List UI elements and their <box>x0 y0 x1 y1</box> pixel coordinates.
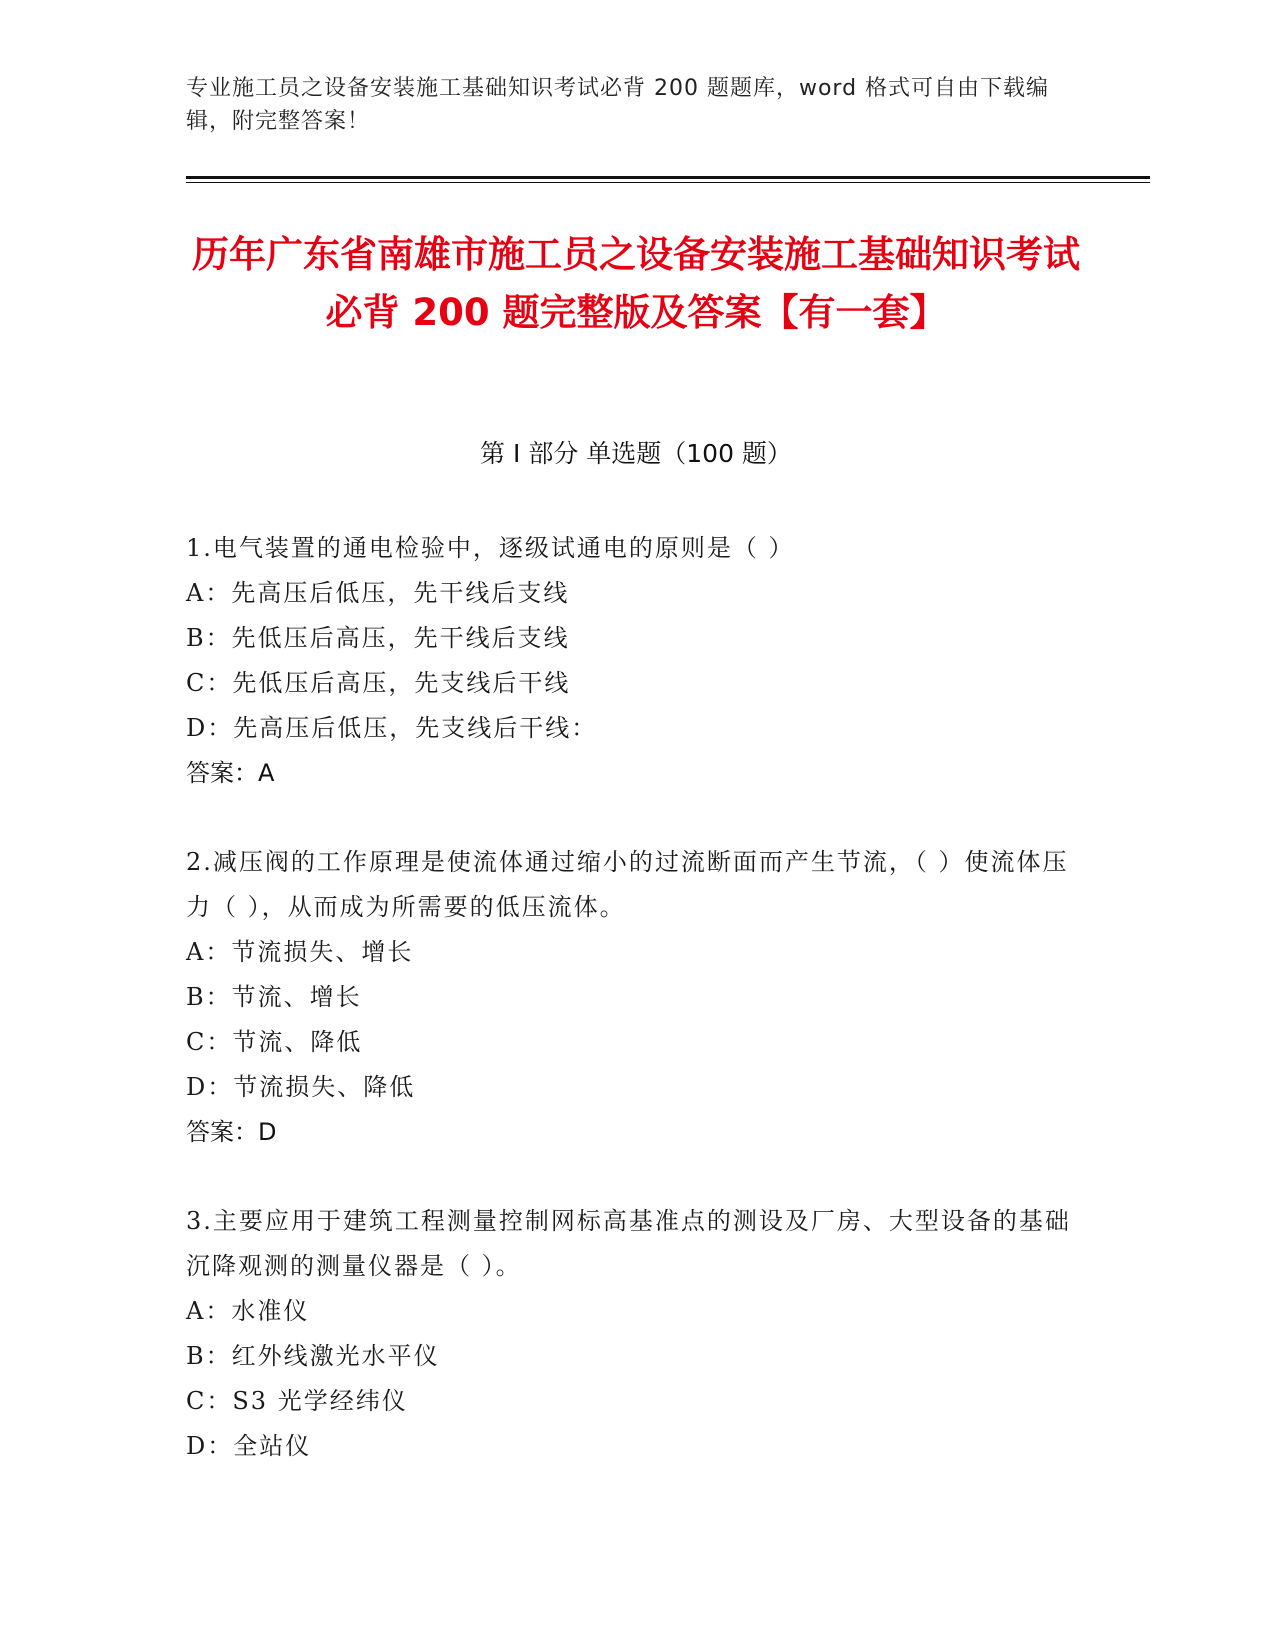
question-stem: 2.减压阀的工作原理是使流体通过缩小的过流断面而产生节流，（ ）使流体压力（ ），从而成为所需要的低压流体。 <box>186 848 1069 921</box>
option-a: A：节流损失、增长 <box>186 938 414 966</box>
answer: 答案：A <box>186 759 275 787</box>
document-title: 历年广东省南雄市施工员之设备安装施工基础知识考试必背 200 题完整版及答案【有一套】 <box>192 233 1080 334</box>
header-rule-thin <box>186 182 1150 183</box>
question-list <box>186 526 1086 1513</box>
question-stem: 3.主要应用于建筑工程测量控制网标高基准点的测设及厂房、大型设备的基础沉降观测的测量仪器是（ ）。 <box>186 1207 1071 1280</box>
option-b: B：红外线激光水平仪 <box>186 1342 440 1370</box>
option-d: D：节流损失、降低 <box>186 1073 416 1101</box>
header-rule-thick <box>186 176 1150 179</box>
option-c: C：节流、降低 <box>186 1028 363 1056</box>
option-b: B：先低压后高压，先干线后支线 <box>186 624 570 652</box>
option-b: B：节流、增长 <box>186 983 362 1011</box>
answer: 答案：D <box>186 1118 277 1146</box>
option-c: C：S3 光学经纬仪 <box>186 1387 408 1415</box>
question-3 <box>186 1199 1086 1469</box>
section-title: 第 I 部分 单选题（100 题） <box>480 439 792 468</box>
question-stem: 1.电气装置的通电检验中，逐级试通电的原则是（ ） <box>186 534 795 562</box>
option-a: A：水准仪 <box>186 1297 310 1325</box>
question-2 <box>186 840 1086 1155</box>
header-note: 专业施工员之设备安装施工基础知识考试必背 200 题题库，word 格式可自由下载编辑，附完整答案！ <box>186 76 1050 134</box>
option-a: A：先高压后低压，先干线后支线 <box>186 579 570 607</box>
option-d: D：全站仪 <box>186 1432 312 1460</box>
option-c: C：先低压后高压，先支线后干线 <box>186 669 571 697</box>
question-1 <box>186 526 1086 796</box>
option-d: D：先高压后低压，先支线后干线： <box>186 714 598 742</box>
